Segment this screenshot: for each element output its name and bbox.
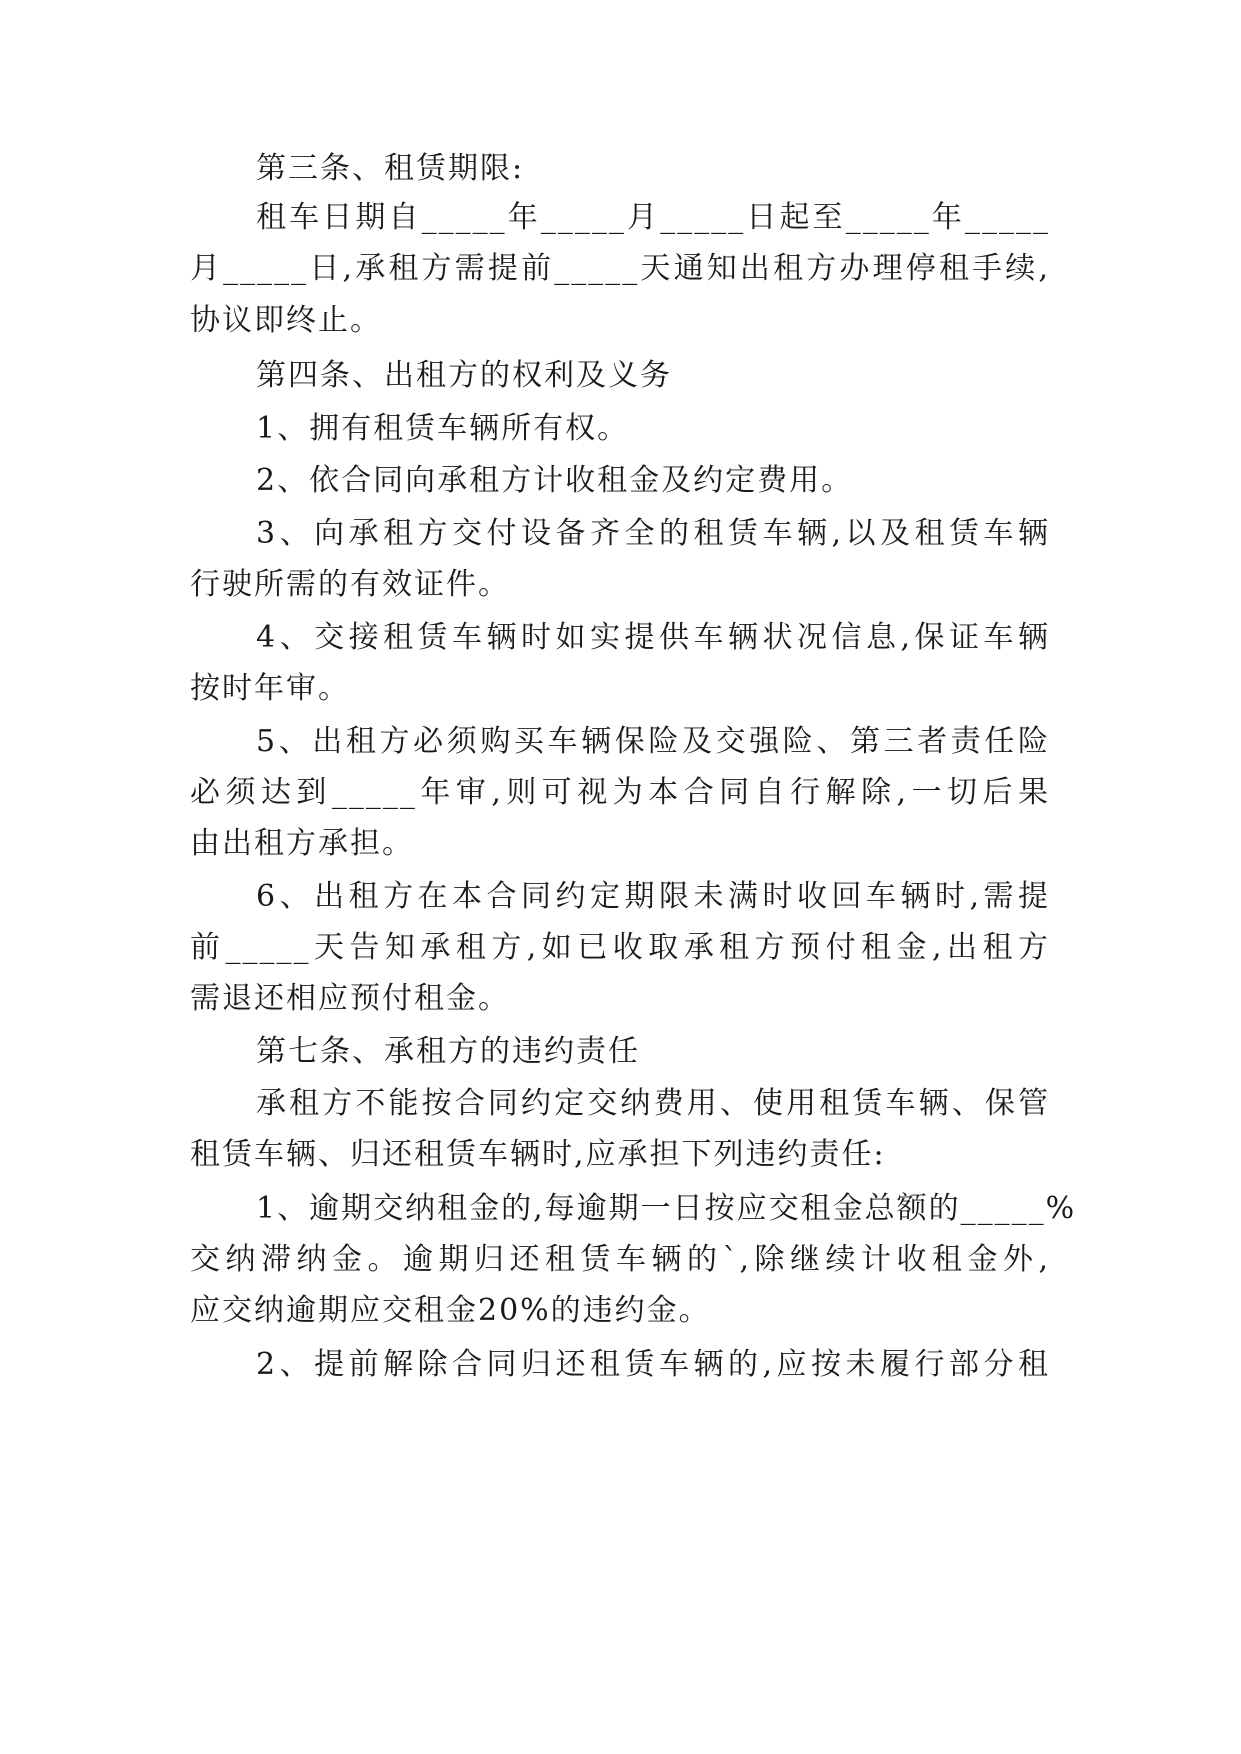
list-item: 3、向承租方交付设备齐全的租赁车辆,以及租赁车辆 <box>256 516 1050 551</box>
list-item-continuation: 必须达到_____年审,则可视为本合同自行解除,一切后果 <box>190 775 1050 810</box>
list-item: 6、出租方在本合同约定期限未满时收回车辆时,需提 <box>256 879 1050 914</box>
paragraph-line: 协议即终止。 <box>190 303 382 338</box>
paragraph-line: 租车日期自_____年_____月_____日起至_____年_____ <box>256 200 1050 235</box>
section-heading-article-4: 第四条、出租方的权利及义务 <box>256 358 672 393</box>
list-item-continuation: 由出租方承担。 <box>190 826 414 861</box>
list-item: 2、依合同向承租方计收租金及约定费用。 <box>256 463 854 498</box>
list-item-continuation: 行驶所需的有效证件。 <box>190 567 510 602</box>
section-heading-article-3: 第三条、租赁期限: <box>256 151 525 186</box>
section-heading-article-7: 第七条、承租方的违约责任 <box>256 1034 640 1069</box>
list-item: 1、拥有租赁车辆所有权。 <box>256 411 630 446</box>
list-item-continuation: 交纳滞纳金。逾期归还租赁车辆的`,除继续计收租金外, <box>190 1242 1050 1277</box>
list-item-continuation: 应交纳逾期应交租金20%的违约金。 <box>190 1293 711 1328</box>
list-item: 1、逾期交纳租金的,每逾期一日按应交租金总额的_____% <box>256 1191 1077 1226</box>
list-item: 5、出租方必须购买车辆保险及交强险、第三者责任险 <box>256 724 1050 759</box>
list-item-continuation: 需退还相应预付租金。 <box>190 981 510 1016</box>
list-item: 4、交接租赁车辆时如实提供车辆状况信息,保证车辆 <box>256 620 1050 655</box>
list-item-continuation: 前_____天告知承租方,如已收取承租方预付租金,出租方 <box>190 930 1050 965</box>
list-item: 2、提前解除合同归还租赁车辆的,应按未履行部分租 <box>256 1347 1050 1382</box>
paragraph-line: 承租方不能按合同约定交纳费用、使用租赁车辆、保管 <box>256 1086 1050 1121</box>
paragraph-line: 租赁车辆、归还租赁车辆时,应承担下列违约责任: <box>190 1137 886 1172</box>
paragraph-line: 月_____日,承租方需提前_____天通知出租方办理停租手续, <box>190 251 1050 286</box>
list-item-continuation: 按时年审。 <box>190 671 350 706</box>
